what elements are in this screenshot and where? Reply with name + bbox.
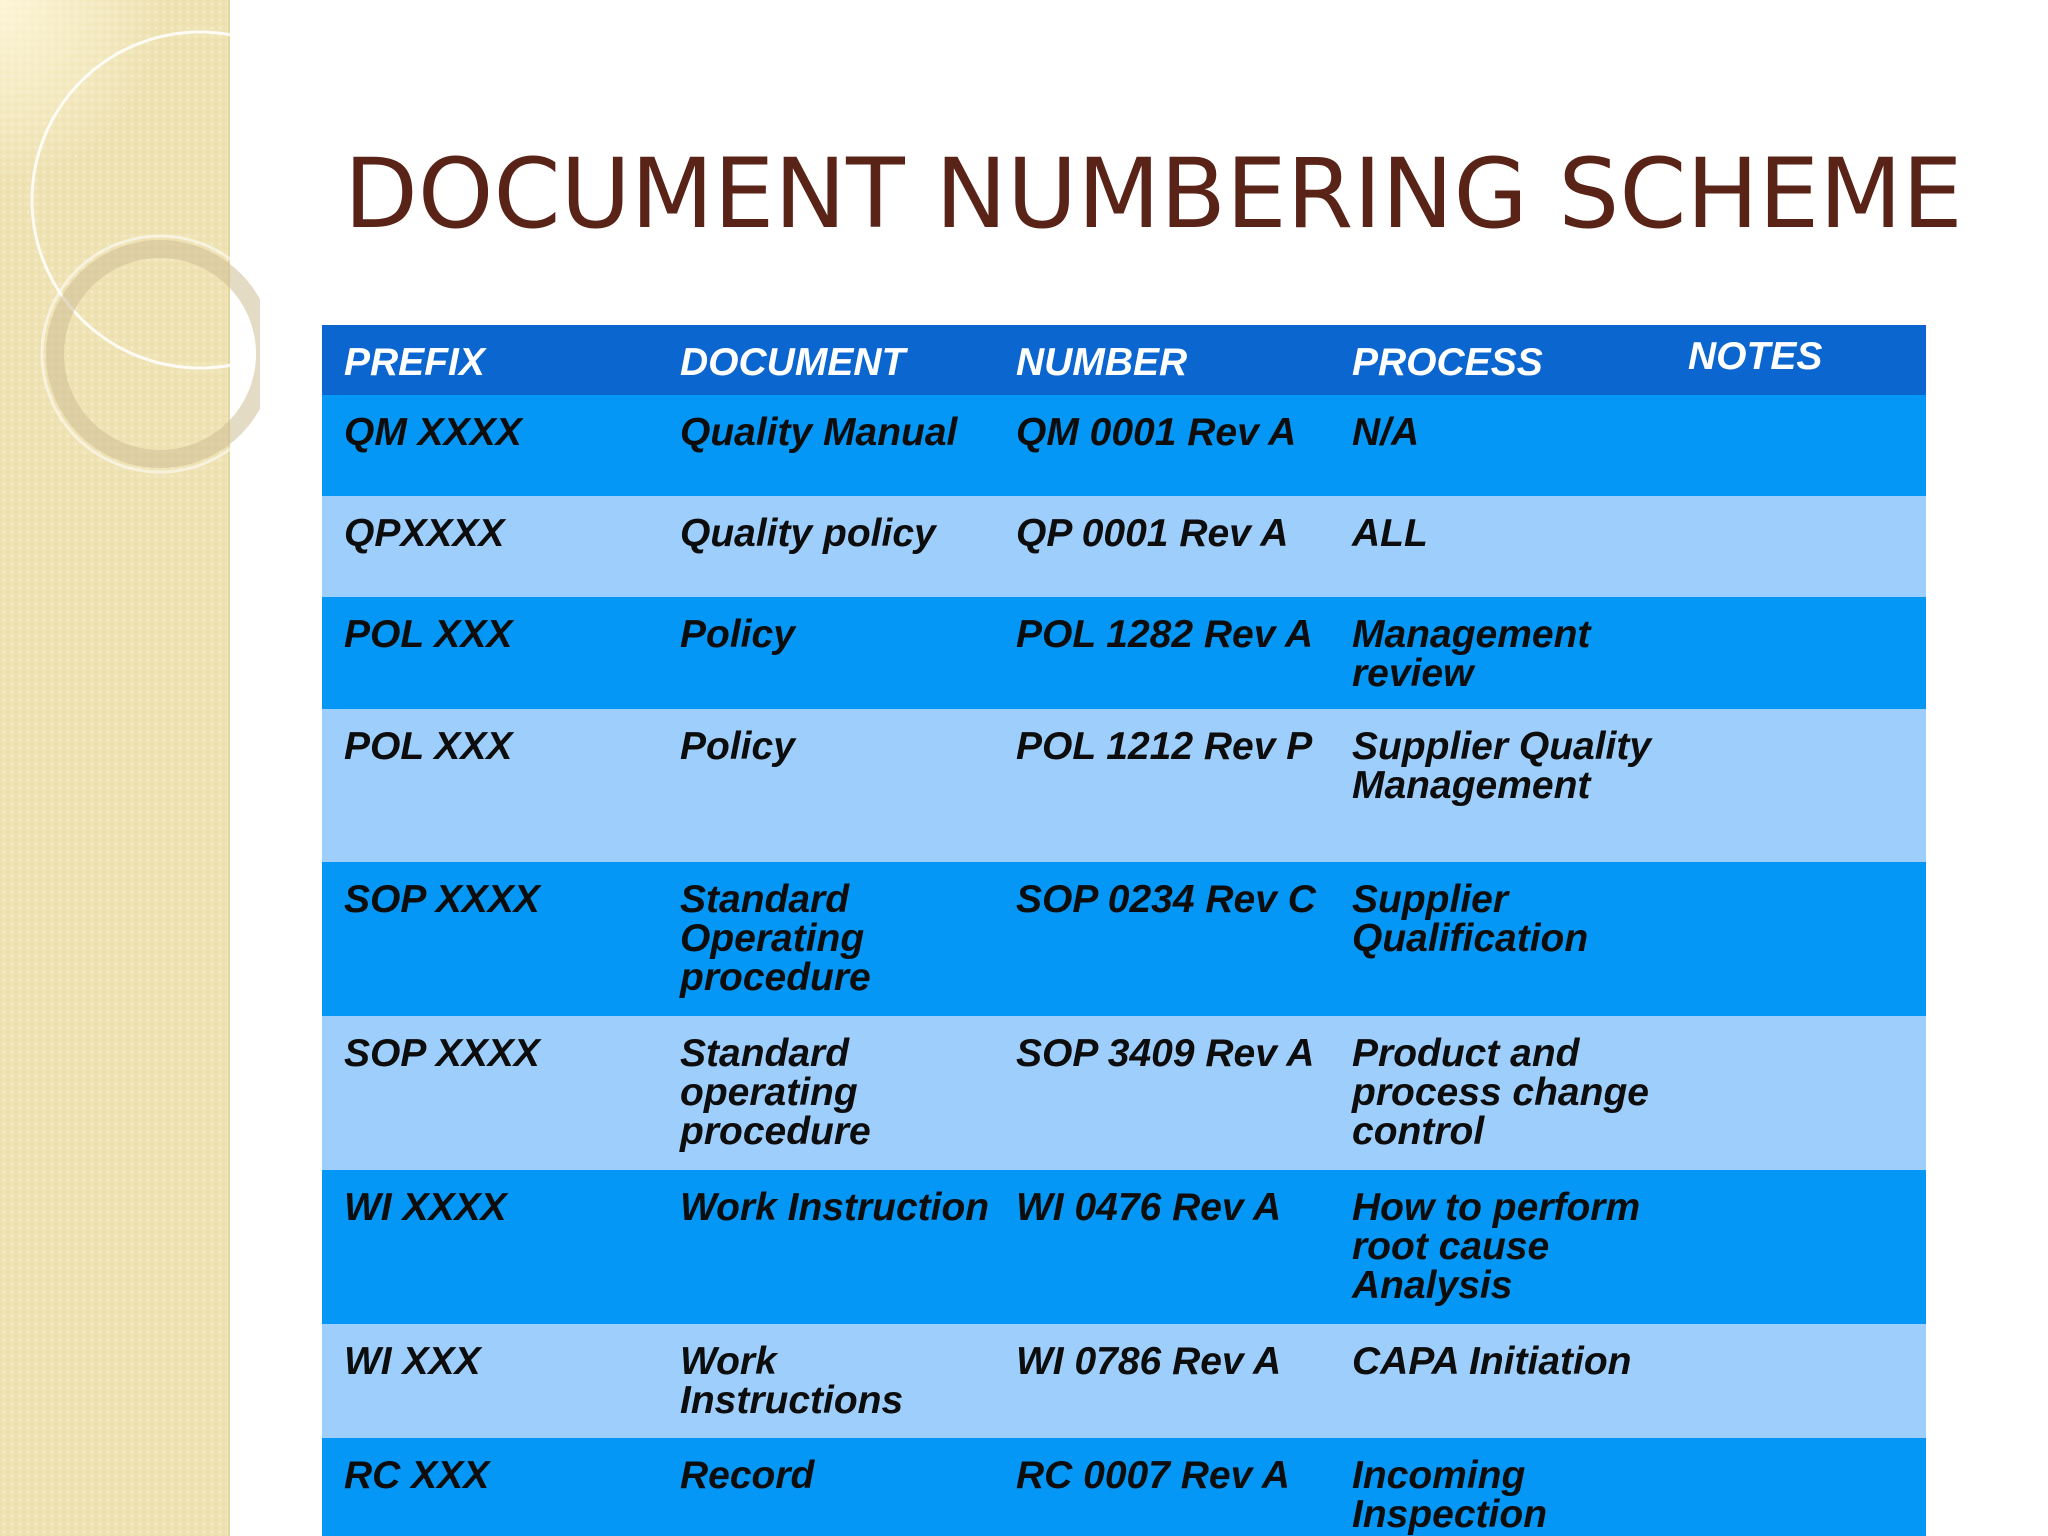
cell-prefix: SOP XXXX <box>344 878 540 921</box>
cell-number: WI 0786 Rev A <box>1016 1340 1282 1383</box>
cell-process: N/A <box>1352 411 1420 454</box>
cell-number: POL 1282 Rev A <box>1016 613 1313 656</box>
cell-document: Policy <box>680 613 795 656</box>
cell-prefix: WI XXXX <box>344 1186 507 1229</box>
table-row <box>322 1016 1926 1170</box>
table-row <box>322 1170 1926 1324</box>
cell-prefix: RC XXX <box>344 1454 490 1497</box>
cell-notes <box>1666 1170 1926 1324</box>
cell-process: Management review <box>1352 613 1591 695</box>
cell-prefix: POL XXX <box>344 725 513 768</box>
table-row <box>322 496 1926 597</box>
cell-number: QM 0001 Rev A <box>1016 411 1297 454</box>
table-row <box>322 1324 1926 1438</box>
slide-title: DOCUMENT NUMBERING SCHEME <box>344 138 1963 250</box>
corner-glow <box>0 0 160 180</box>
header-process: PROCESS <box>1352 341 1543 384</box>
cell-document: Work Instruction <box>680 1186 990 1229</box>
header-prefix: PREFIX <box>344 341 485 384</box>
header-notes: NOTES <box>1688 335 1823 378</box>
cell-document: Work Instructions <box>680 1340 904 1422</box>
header-number: NUMBER <box>1016 341 1188 384</box>
table-row <box>322 862 1926 1016</box>
cell-number: WI 0476 Rev A <box>1016 1186 1282 1229</box>
cell-notes <box>1666 1324 1926 1438</box>
cell-document: Policy <box>680 725 795 768</box>
numbering-table <box>322 325 1926 1536</box>
table-row <box>322 1438 1926 1536</box>
cell-notes <box>1666 709 1926 862</box>
cell-notes <box>1666 1016 1926 1170</box>
cell-document: Quality policy <box>680 512 936 555</box>
cell-process: How to perform root cause Analysis <box>1352 1186 1641 1307</box>
cell-notes <box>1666 597 1926 709</box>
header-document: DOCUMENT <box>680 341 906 384</box>
cell-notes <box>1666 862 1926 1016</box>
cell-prefix: QM XXXX <box>344 411 522 454</box>
cell-notes <box>1666 496 1926 597</box>
cell-document: Quality Manual <box>680 411 958 454</box>
cell-process: CAPA Initiation <box>1352 1340 1632 1383</box>
cell-prefix: QPXXXX <box>344 512 505 555</box>
cell-process: Product and process change control <box>1352 1032 1649 1153</box>
cell-number: POL 1212 Rev P <box>1016 725 1313 768</box>
cell-number: SOP 3409 Rev A <box>1016 1032 1315 1075</box>
cell-notes <box>1666 395 1926 496</box>
cell-document: Record <box>680 1454 815 1497</box>
cell-prefix: POL XXX <box>344 613 513 656</box>
cell-number: RC 0007 Rev A <box>1016 1454 1290 1497</box>
cell-notes <box>1666 1438 1926 1536</box>
cell-process: ALL <box>1352 512 1428 555</box>
cell-process: Supplier Quality Management <box>1352 725 1652 807</box>
cell-prefix: SOP XXXX <box>344 1032 540 1075</box>
cell-process: Incoming Inspection <box>1352 1454 1548 1536</box>
cell-document: Standard Operating procedure <box>680 878 871 999</box>
cell-process: Supplier Qualification <box>1352 878 1589 960</box>
cell-number: QP 0001 Rev A <box>1016 512 1289 555</box>
cell-prefix: WI XXX <box>344 1340 481 1383</box>
table-header-row <box>322 325 1926 395</box>
table-row <box>322 395 1926 496</box>
cell-number: SOP 0234 Rev C <box>1016 878 1316 921</box>
numbering-table-container <box>322 325 1926 1536</box>
table-row <box>322 709 1926 862</box>
cell-document: Standard operating procedure <box>680 1032 871 1153</box>
decorative-side-band <box>0 0 230 1536</box>
table-row <box>322 597 1926 709</box>
